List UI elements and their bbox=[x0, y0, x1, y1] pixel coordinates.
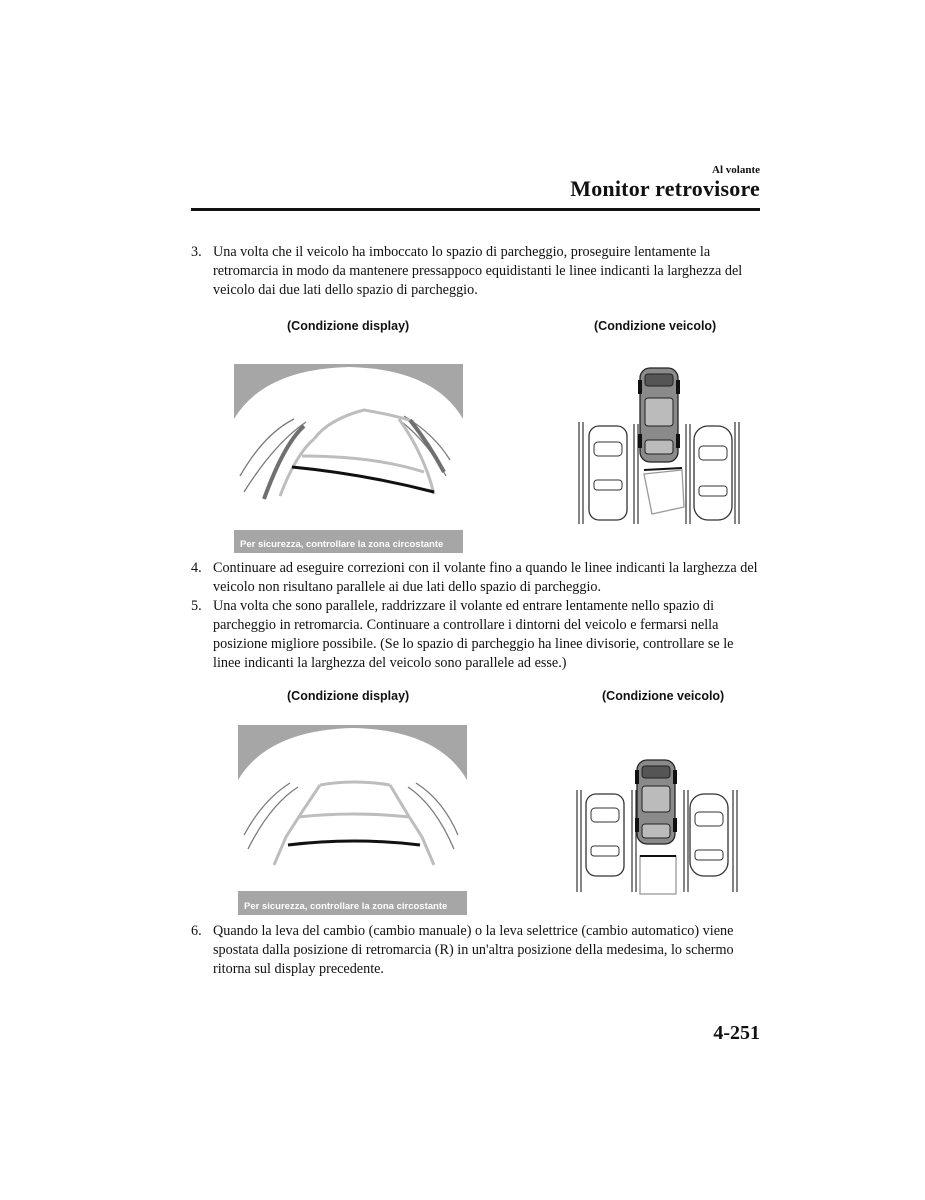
display-caption: (Condizione display) bbox=[287, 319, 410, 333]
page-number: 4-251 bbox=[713, 1022, 760, 1044]
step-text: Continuare ad eseguire correzioni con il volante fino a quando le linee indicanti la larghezza del veicolo non risultano parallele ai due lati dello spazio di parcheggio. bbox=[213, 560, 758, 595]
step-number: 6. bbox=[191, 923, 202, 939]
page-title: Monitor retrovisore bbox=[570, 176, 760, 201]
step-4 bbox=[191, 559, 761, 597]
step-number: 5. bbox=[191, 598, 202, 614]
safety-warning: Per sicurezza, controllare la zona circostante bbox=[244, 901, 448, 912]
step-number: 3. bbox=[191, 244, 202, 260]
title-divider bbox=[191, 208, 760, 211]
vehicle-caption: (Condizione veicolo) bbox=[594, 319, 717, 333]
vehicle-caption: (Condizione veicolo) bbox=[602, 689, 725, 703]
step-text: Una volta che il veicolo ha imboccato lo spazio di parcheggio, proseguire lentamente la retromarcia in modo da mantenere pressappoco equidistanti le linee indicanti la larghezza del veicolo dai due lati dello spazio di parcheggio. bbox=[213, 244, 743, 298]
step-5 bbox=[191, 597, 761, 673]
parking-vehicle-diagram bbox=[572, 756, 744, 896]
parking-vehicle-diagram bbox=[574, 362, 746, 526]
rear-camera-display bbox=[238, 725, 467, 915]
step-text: Una volta che sono parallele, raddrizzare il volante ed entrare lentamente nello spazio di parcheggio in retromarcia. Continuare a controllare i dintorni del veicolo e fermarsi nella posizione migliore possibile. (Se lo spazio di parcheggio ha linee divisorie, controllare se le linee indicanti la larghezza del veicolo sono parallele ad esse.) bbox=[213, 598, 734, 671]
safety-warning: Per sicurezza, controllare la zona circostante bbox=[240, 539, 444, 550]
rear-camera-display bbox=[234, 364, 463, 553]
guide-lines-illustration bbox=[238, 725, 467, 915]
step-number: 4. bbox=[191, 560, 202, 576]
step-text: Quando la leva del cambio (cambio manuale) o la leva selettrice (cambio automatico) viene spostata dalla posizione di retromarcia (R) in un'altra posizione della medesima, lo schermo ritorna sul display precedente. bbox=[213, 923, 734, 977]
section-label: Al volante bbox=[712, 164, 760, 176]
display-caption: (Condizione display) bbox=[287, 689, 410, 703]
step-3 bbox=[191, 243, 761, 300]
guide-lines-illustration bbox=[234, 364, 463, 553]
step-6 bbox=[191, 922, 761, 979]
